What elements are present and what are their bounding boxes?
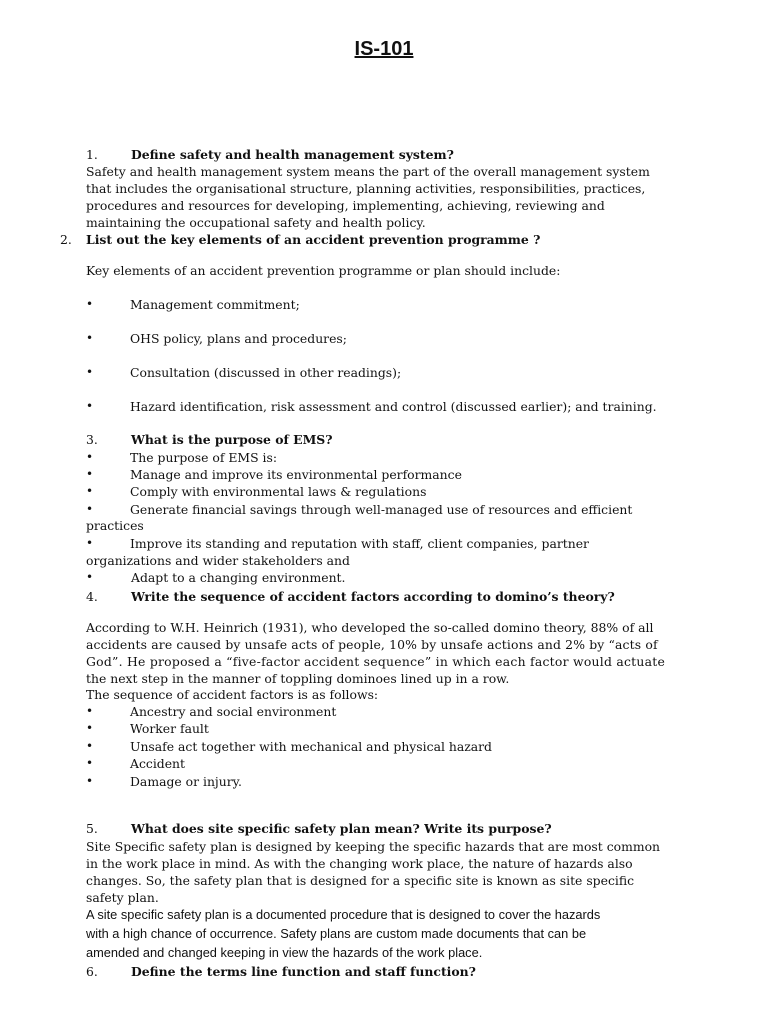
bullet-icon: • [86,365,94,379]
q4-paragraph-line: According to W.H. Heinrich (1931), who developed the so-called domino theory, 88% of all [86,620,654,635]
list-item: Worker fault [130,721,209,736]
q1-answer-line: maintaining the occupational safety and health policy. [86,215,426,230]
bullet-icon: • [86,774,94,788]
list-item-continuation: practices [86,518,144,533]
q6-question: Define the terms line function and staff function? [131,964,476,979]
bullet-icon: • [86,450,94,464]
q4-question: Write the sequence of accident factors according to domino’s theory? [131,589,615,604]
page-title: IS-101 [354,38,414,60]
q5-paragraph-line: A site specific safety plan is a documented procedure that is designed to cover the hazards [86,907,601,922]
q1-answer-line: that includes the organisational structure, planning activities, responsibilities, practices, [86,181,646,196]
q6-number: 6. [86,964,98,979]
q5-paragraph-line: changes. So, the safety plan that is designed for a specific site is known as site specific [86,873,635,888]
list-item-continuation: organizations and wider stakeholders and [86,553,350,568]
q2-intro: Key elements of an accident prevention programme or plan should include: [86,263,561,278]
q5-paragraph-line: safety plan. [86,890,159,905]
bullet-icon: • [86,721,94,735]
q5-paragraph-line: amended and changed keeping in view the hazards of the work place. [86,945,483,960]
list-item: Ancestry and social environment [130,704,337,719]
q2-question: List out the key elements of an accident prevention programme ? [86,232,541,247]
q5-paragraph-line: Site Specific safety plan is designed by keeping the specific hazards that are most common [86,839,661,854]
bullet-icon: • [86,331,94,345]
list-item: Damage or injury. [130,774,242,789]
bullet-icon: • [86,704,94,718]
q1-number: 1. [86,147,98,162]
list-item: OHS policy, plans and procedures; [130,331,347,346]
q4-paragraph-line: God”. He proposed a “five-factor accident sequence” in which each factor would actuate [86,654,666,669]
bullet-icon: • [86,467,94,481]
q4-paragraph-line: accidents are caused by unsafe acts of people, 10% by unsafe actions and 2% by “acts of [86,637,658,652]
q5-paragraph-line: in the work place in mind. As with the changing work place, the nature of hazards also [86,856,633,871]
bullet-icon: • [86,399,94,413]
q1-answer-line: procedures and resources for developing, implementing, achieving, reviewing and [86,198,605,213]
list-item: Comply with environmental laws & regulations [130,484,427,499]
list-item: Manage and improve its environmental performance [130,467,462,482]
bullet-icon: • [86,502,94,516]
q1-answer-line: Safety and health management system means the part of the overall management system [86,164,650,179]
list-item: Management commitment; [130,297,300,312]
list-item: Unsafe act together with mechanical and physical hazard [130,739,492,754]
q5-question: What does site specific safety plan mean? Write its purpose? [131,821,552,836]
list-item: Hazard identification, risk assessment and control (discussed earlier); and training. [130,399,657,414]
q3-question: What is the purpose of EMS? [131,432,333,447]
list-item: Accident [130,756,186,771]
q4-paragraph-line: the next step in the manner of toppling dominoes lined up in a row. [86,671,510,686]
q4-number: 4. [86,589,98,604]
q5-number: 5. [86,821,98,836]
bullet-icon: • [86,756,94,770]
bullet-icon: • [86,570,94,584]
q5-paragraph-line: with a high chance of occurrence. Safety plans are custom made documents that can be [86,926,587,941]
q3-number: 3. [86,432,98,447]
bullet-icon: • [86,536,94,550]
q4-intro: The sequence of accident factors is as follows: [86,687,379,702]
bullet-icon: • [86,297,94,311]
list-item: Consultation (discussed in other readings); [130,365,402,380]
q2-number: 2. [60,232,72,247]
bullet-icon: • [86,484,94,498]
bullet-icon: • [86,739,94,753]
list-item: Adapt to a changing environment. [131,570,346,585]
list-item: Generate financial savings through well-managed use of resources and efficient [130,502,633,517]
q1-question: Define safety and health management system? [131,147,454,162]
list-item: Improve its standing and reputation with staff, client companies, partner [130,536,589,551]
list-item: The purpose of EMS is: [130,450,278,465]
